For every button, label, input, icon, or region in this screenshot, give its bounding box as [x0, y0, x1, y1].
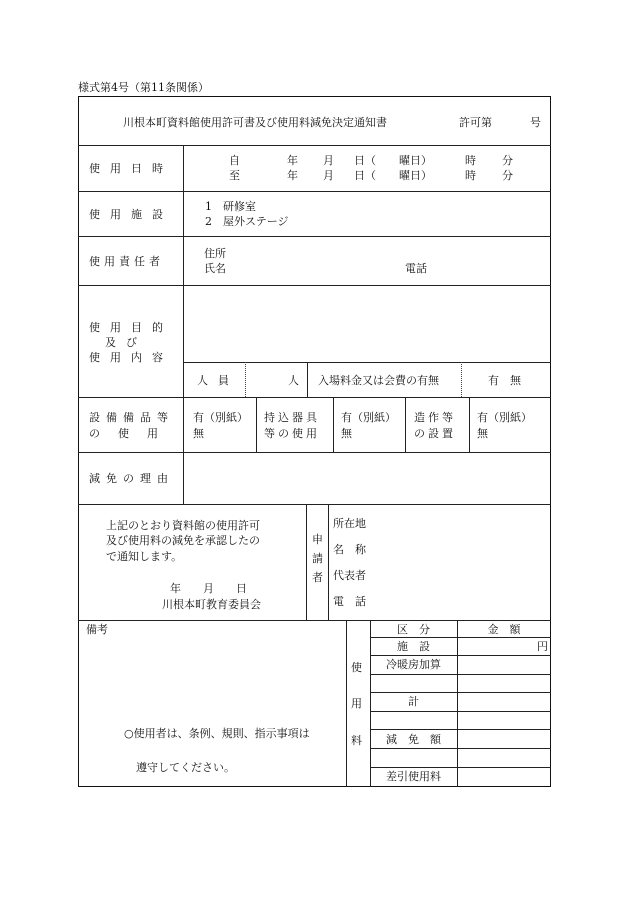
build-yes: 有（別紙）	[477, 411, 532, 424]
approval-text-1: 上記のとおり資料館の使用許可	[106, 519, 260, 532]
applicant-name: 名 称	[333, 543, 366, 556]
purpose-label-2: 及び	[105, 336, 147, 349]
to-weekday: 曜日）	[399, 169, 432, 182]
fee-options: 有 無	[488, 374, 521, 387]
to-month: 月	[323, 169, 334, 182]
fee-row-divider	[370, 729, 551, 730]
remarks-note-1: ○使用者は、条例、規則、指示事項は	[124, 727, 310, 740]
fee-header-amount: 金 額	[487, 623, 521, 636]
fee-row-facility: 施 設	[397, 640, 430, 653]
label-column-divider	[183, 145, 184, 504]
from-day: 日（	[354, 154, 376, 167]
column-divider	[333, 397, 334, 452]
equipment-no: 無	[193, 427, 204, 440]
build-label-2: の設置	[414, 427, 456, 440]
approval-issuer: 川根本町教育委員会	[162, 598, 261, 611]
fee-row-total: 計	[408, 695, 419, 708]
dotted-divider	[245, 362, 246, 397]
applicant-label: 申請者	[312, 533, 323, 584]
to-label: 至	[229, 169, 240, 182]
name-label: 氏名	[204, 262, 226, 275]
purpose-label-3: 使用内容	[89, 351, 173, 364]
fee-column-divider	[457, 620, 458, 787]
fee-row-net: 差引使用料	[386, 770, 441, 783]
facility-option-2: 2 屋外ステージ	[205, 215, 289, 228]
carry-label-1: 持込器具	[264, 411, 320, 424]
remarks-note-2: 遵守してください。	[136, 761, 235, 774]
form-title: 川根本町資料館使用許可書及び使用料減免決定通知書	[123, 116, 387, 129]
applicant-address: 所在地	[333, 517, 366, 530]
fee-row-divider	[370, 711, 551, 712]
column-divider	[256, 397, 257, 452]
equipment-yes: 有（別紙）	[193, 411, 248, 424]
approval-date: 年 月 日	[170, 582, 247, 595]
row-divider	[78, 397, 551, 398]
applicant-representative: 代表者	[333, 569, 366, 582]
purpose-label-1: 使用目的	[89, 321, 173, 334]
row-divider	[78, 145, 551, 146]
fee-row-reduction: 減 免 額	[386, 733, 441, 746]
form-frame	[78, 96, 551, 787]
fee-row-divider	[370, 674, 551, 675]
reduction-label: 減免の理由	[89, 472, 174, 485]
from-hour: 時	[465, 154, 476, 167]
persons-unit: 人	[288, 374, 299, 387]
form-number: 様式第4号（第11条関係）	[78, 81, 209, 94]
fee-row-divider	[370, 767, 551, 768]
to-day: 日（	[354, 169, 376, 182]
fee-row-divider	[370, 692, 551, 693]
to-year: 年	[287, 169, 298, 182]
carry-yes: 有（別紙）	[341, 411, 396, 424]
facility-option-1: 1 研修室	[205, 200, 256, 213]
approval-text-2: 及び使用料の減免を承認したの	[106, 534, 260, 547]
approval-text-3: で通知します。	[106, 550, 183, 563]
responsible-label: 使用責任者	[89, 255, 164, 268]
permit-label: 許可第	[459, 116, 492, 129]
row-divider	[78, 504, 551, 505]
column-divider	[306, 504, 307, 620]
facility-label: 使用施設	[89, 208, 173, 221]
fee-row-aircon: 冷暖房加算	[386, 658, 441, 671]
permit-suffix: 号	[530, 116, 541, 129]
to-hour: 時	[465, 169, 476, 182]
dotted-divider	[461, 362, 462, 397]
equipment-label-2: の使用	[89, 427, 176, 440]
row-divider	[78, 236, 551, 237]
fee-question: 入場料金又は会費の有無	[318, 374, 439, 387]
row-divider	[78, 285, 551, 286]
carry-no: 無	[341, 427, 352, 440]
persons-label: 人員	[197, 374, 239, 387]
fee-side-2: 用	[351, 697, 362, 710]
column-divider	[307, 362, 308, 397]
phone-label: 電話	[405, 262, 427, 275]
to-minute: 分	[502, 169, 513, 182]
row-divider	[78, 620, 551, 621]
equipment-label-1: 設備備品等	[89, 411, 174, 424]
fee-header-category: 区 分	[397, 623, 430, 636]
row-divider	[78, 191, 551, 192]
fee-side-3: 料	[351, 734, 362, 747]
from-month: 月	[323, 154, 334, 167]
build-no: 無	[477, 427, 488, 440]
date-time-label: 使用日時	[89, 162, 173, 175]
row-divider	[183, 362, 551, 363]
row-divider	[78, 452, 551, 453]
column-divider	[328, 504, 329, 620]
applicant-phone: 電 話	[333, 595, 366, 608]
fee-row-divider	[370, 637, 551, 638]
fee-column-divider	[346, 620, 347, 787]
from-weekday: 曜日）	[399, 154, 432, 167]
fee-yen: 円	[537, 640, 548, 653]
remarks-label: 備考	[86, 623, 108, 636]
build-label-1: 造作等	[414, 411, 456, 424]
fee-side-1: 使	[351, 661, 362, 674]
from-label: 自	[229, 154, 240, 167]
from-year: 年	[287, 154, 298, 167]
address-label: 住所	[204, 247, 226, 260]
column-divider	[469, 397, 470, 452]
column-divider	[405, 397, 406, 452]
carry-label-2: 等の使用	[264, 427, 320, 440]
fee-row-divider	[370, 748, 551, 749]
from-minute: 分	[502, 154, 513, 167]
fee-row-divider	[370, 655, 551, 656]
